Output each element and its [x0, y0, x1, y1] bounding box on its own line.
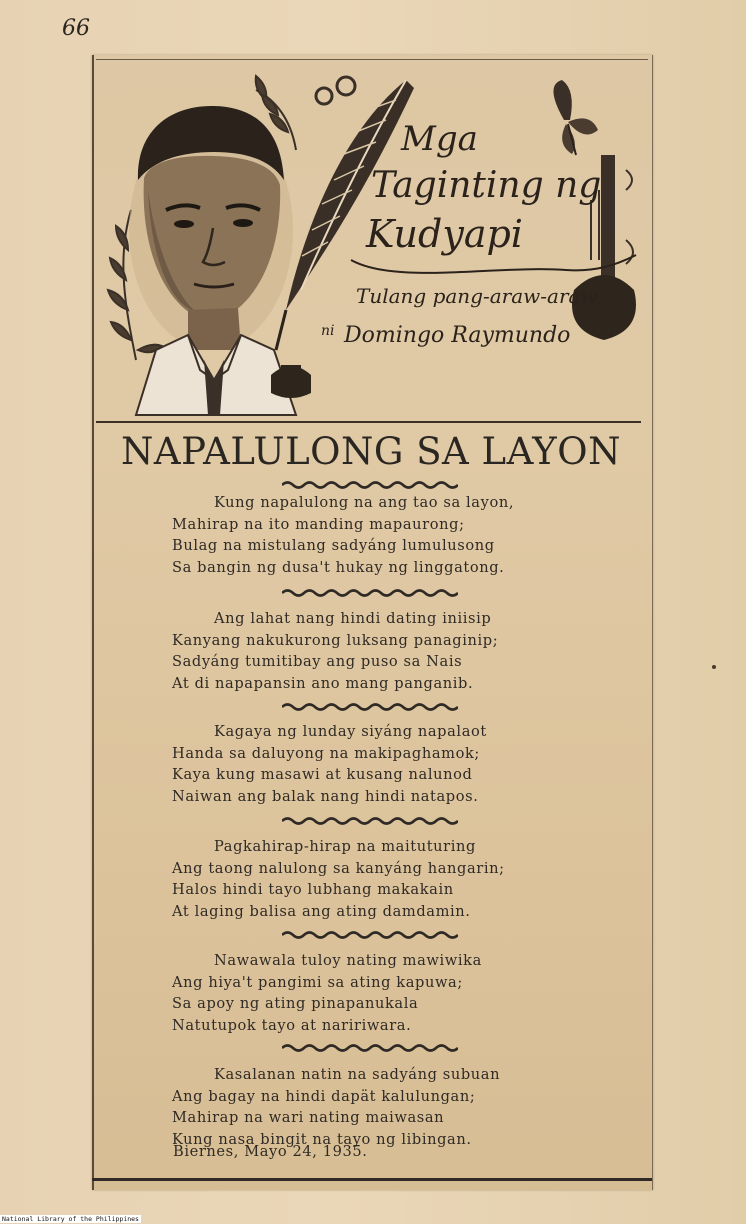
poem-line: Nawawala tuloy nating mawiwika [214, 952, 482, 969]
poem-line: Kanyang nakukurong luksang panaginip; [172, 631, 499, 649]
poem-stanza-3 [172, 721, 592, 807]
poem-stanza-2 [172, 608, 592, 694]
poem-line: Mahirap na ito manding mapaurong; [172, 515, 465, 533]
poem-line: Kasalanan natin na sadyáng subuan [214, 1066, 501, 1083]
poem-stanza-5 [172, 950, 592, 1036]
clipping-bottom-rule [92, 1178, 652, 1181]
poem-line: At di napapansin ano mang panganib. [172, 674, 474, 692]
archive-credit: National Library of the Philippines [2, 1215, 139, 1223]
poem-line: At laging balisa ang ating damdamin. [172, 902, 471, 920]
butterfly-icon [553, 80, 598, 155]
author-portrait [129, 106, 296, 415]
poem-line: Handa sa daluyong na makipaghamok; [172, 744, 480, 762]
paper-blemish [712, 665, 716, 669]
poem-stanza-6 [172, 1064, 592, 1150]
header-divider [96, 421, 641, 423]
column-author: Domingo Raymundo [344, 323, 571, 348]
poem-line: Ang bagay na hindi dapät kalulungan; [172, 1087, 476, 1105]
poem-line: Natutupok tayo at naririwara. [172, 1016, 412, 1034]
column-title-line-3: Kudyapi [366, 212, 523, 256]
poem-line: Ang hiya't pangimi sa ating kapuwa; [172, 973, 463, 991]
column-subtitle: Tulang pang-araw-araw [356, 284, 598, 308]
poem-line: Kung napalulong na ang tao sa layon, [214, 494, 515, 511]
poem-line: Ang taong nalulong sa kanyáng hangarin; [172, 859, 505, 877]
column-title-line-2: Taginting ng [371, 165, 602, 206]
wave-ornament-1 [282, 480, 458, 490]
page-number: 66 [62, 16, 90, 41]
poem-line: Sa bangin ng dusa't hukay ng linggatong. [172, 558, 505, 576]
poem-line: Sa apoy ng ating pinapanukala [172, 995, 419, 1012]
decorative-dots [316, 77, 355, 104]
poem-line: Kaya kung masawi at kusang nalunod [172, 766, 473, 783]
poem-title: NAPALULONG SA LAYON [121, 430, 621, 473]
wave-ornament-4 [282, 816, 458, 826]
header-illustration [96, 60, 646, 420]
wave-ornament-2 [282, 588, 458, 598]
wave-ornament-3 [282, 702, 458, 712]
poem-stanza-4 [172, 836, 592, 922]
poem-line: Ang lahat nang hindi dating iniisip [214, 610, 492, 627]
poem-dateline: Biernes, Mayo 24, 1935. [173, 1143, 368, 1160]
poem-line: Naiwan ang balak nang hindi natapos. [172, 787, 479, 805]
poem-line: Bulag na mistulang sadyáng lumulusong [172, 537, 495, 554]
column-title-line-1: Mga [401, 119, 478, 159]
poem-line: Sadyáng tumitibay ang puso sa Nais [172, 653, 463, 670]
poem-line: Halos hindi tayo lubhang makakain [172, 881, 454, 898]
poem-line: Kagaya ng lunday siyáng napalaot [214, 723, 487, 740]
poem-line: Kung nasa bingit na tayo ng libingan. [172, 1130, 472, 1148]
byline-prefix: ni [321, 323, 335, 339]
poem-line: Pagkahirap-hirap na maituturing [214, 838, 476, 855]
wave-ornament-6 [282, 1043, 458, 1053]
poem-line: Mahirap na wari nating maiwasan [172, 1109, 445, 1126]
wave-ornament-5 [282, 930, 458, 940]
poem-stanza-1 [172, 492, 592, 578]
